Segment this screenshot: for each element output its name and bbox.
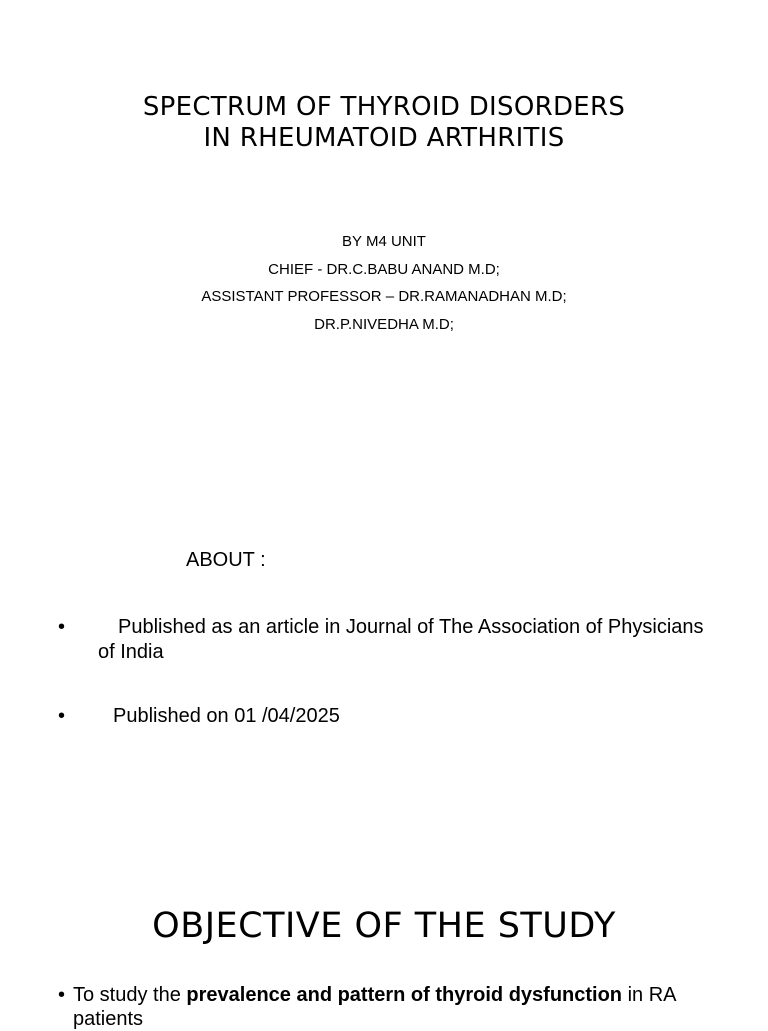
author-block [0,228,768,338]
title-line-1: SPECTRUM OF THYROID DISORDERS [142,92,626,122]
author-line-unit: BY M4 UNIT [342,233,426,250]
bullet-dot: • [58,705,66,727]
bullet-dot: • [58,616,66,638]
bullet-dot: • [58,984,66,1006]
author-line-assistant-professor: ASSISTANT PROFESSOR – DR.RAMANADHAN M.D; [201,288,567,305]
about-bullet-publication [58,615,718,665]
bullet-text: Published as an article in Journal of The Association of Physicians of India [98,616,704,663]
objective-suffix: in RA patients [73,984,676,1030]
title-line-2: IN RHEUMATOID ARTHRITIS [203,123,565,153]
presentation-title [0,92,768,154]
author-line-chief: CHIEF - DR.C.BABU ANAND M.D; [268,260,500,278]
objective-prefix: To study the [73,984,187,1006]
about-bullet-date [58,704,718,729]
author-line-presenter: DR.P.NIVEDHA M.D; [314,315,454,333]
about-heading: ABOUT : [186,549,266,571]
objective-emphasis: prevalence and pattern of thyroid dysfunction [186,984,623,1006]
bullet-text: Published on 01 /04/2025 [113,705,340,727]
objective-title: OBJECTIVE OF THE STUDY [152,906,616,946]
